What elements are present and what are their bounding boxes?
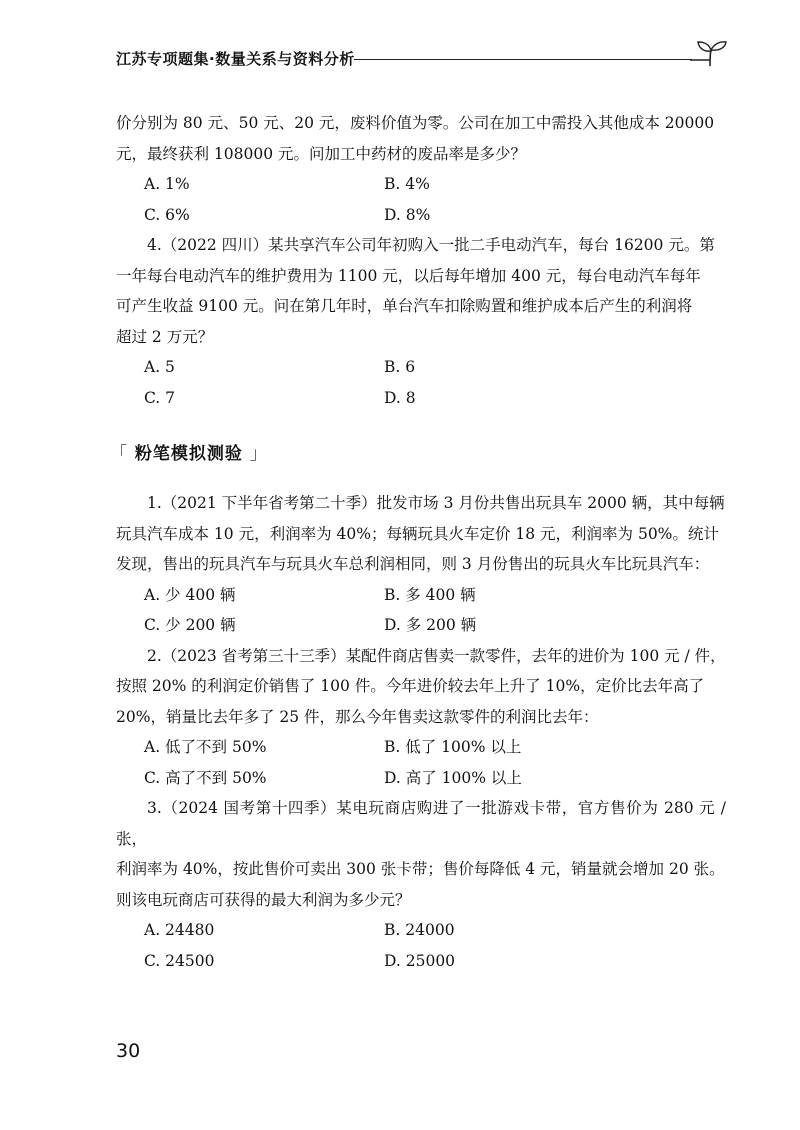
- option-c: C. 7: [144, 388, 176, 407]
- option-d: D. 8%: [384, 205, 431, 224]
- m3-options-row-2: [116, 946, 726, 977]
- m1-line-1: 1.（2021 下半年省考第二十季）批发市场 3 月份共售出玩具车 2000 辆，其中每辆: [147, 494, 725, 512]
- page-number: 30: [116, 1040, 141, 1062]
- q4-line-2: 一年每台电动汽车的维护费用为 1100 元，以后每年增加 400 元，每台电动汽车每年: [116, 266, 701, 285]
- m2-line-1: 2.（2023 省考第三十三季）某配件商店售卖一款零件，去年的进价为 100 元 / 件，: [147, 646, 726, 665]
- header-rule: [354, 59, 692, 60]
- m2-line-3: 20%，销量比去年多了 25 件，那么今年售卖这款零件的利润比去年：: [116, 707, 599, 726]
- option-a: A. 少 400 辆: [144, 585, 236, 604]
- m3-line-3: 则该电玩商店可获得的最大利润为多少元？: [116, 890, 411, 909]
- m1-options-row-1: [116, 580, 726, 611]
- q4-line-4: 超过 2 万元？: [116, 327, 214, 346]
- m1-line-3: 发现，售出的玩具汽车与玩具火车总利润相同，则 3 月份售出的玩具火车比玩具汽车：: [116, 555, 710, 573]
- m1-options-row-2: [116, 610, 726, 641]
- bracket-open: 「: [110, 444, 128, 464]
- intro-line-2: 元，最终获利 108000 元。问加工中药材的废品率是多少？: [116, 144, 527, 163]
- option-c: C. 24500: [144, 951, 215, 970]
- option-a: A. 1%: [144, 175, 190, 193]
- option-b: B. 4%: [384, 175, 430, 193]
- option-a: A. 24480: [144, 921, 215, 939]
- option-b: B. 低了 100% 以上: [384, 738, 522, 756]
- m3-options-row-1: [116, 915, 726, 946]
- intro-options-row-1: [116, 169, 726, 200]
- option-d: D. 多 200 辆: [384, 616, 477, 634]
- sprout-icon: [690, 38, 730, 68]
- option-b: B. 6: [384, 358, 416, 376]
- m2-line-2: 按照 20% 的利润定价销售了 100 件。今年进价较去年上升了 10%，定价比去年高了: [116, 677, 705, 695]
- section-heading: [110, 439, 726, 464]
- option-c: C. 6%: [144, 205, 190, 224]
- m3-line-1: 3.（2024 国考第十四季）某电玩商店购进了一批游戏卡带，官方售价为 280 元 / 张，: [116, 799, 726, 848]
- option-b: B. 多 400 辆: [384, 585, 476, 604]
- m2-options-row-1: [116, 732, 726, 763]
- intro-line-1: 价分别为 80 元、50 元、20 元，废料价值为零。公司在加工中需投入其他成本 20000: [116, 114, 715, 132]
- option-d: D. 25000: [384, 951, 456, 970]
- section-title-text: 粉笔模拟测验: [134, 444, 243, 464]
- option-d: D. 高了 100% 以上: [384, 768, 522, 787]
- option-b: B. 24000: [384, 921, 455, 939]
- m1-line-2: 玩具汽车成本 10 元，利润率为 40%；每辆玩具火车定价 18 元，利润率为 50%。统计: [116, 524, 719, 543]
- m2-options-row-2: [116, 763, 726, 794]
- intro-options-row-2: [116, 200, 726, 231]
- option-a: A. 5: [144, 358, 175, 376]
- q4-options-row-2: [116, 383, 726, 414]
- option-d: D. 8: [384, 388, 416, 407]
- option-c: C. 高了不到 50%: [144, 768, 267, 787]
- q4-line-3: 可产生收益 9100 元。问在第几年时，单台汽车扣除购置和维护成本后产生的利润将: [116, 297, 693, 315]
- bracket-close: 」: [249, 444, 268, 464]
- m3-line-2: 利润率为 40%，按此售价可卖出 300 张卡带；售价每降低 4 元，销量就会增加 20 张。: [116, 860, 725, 878]
- option-c: C. 少 200 辆: [144, 616, 236, 634]
- q4-line-1: 4.（2022 四川）某共享汽车公司年初购入一批二手电动汽车，每台 16200 元。第: [147, 236, 715, 254]
- header-title: 江苏专项题集·数量关系与资料分析: [116, 50, 355, 68]
- running-header: [116, 46, 726, 72]
- option-a: A. 低了不到 50%: [144, 738, 267, 756]
- page-content: [110, 108, 726, 976]
- q4-options-row-1: [116, 352, 726, 383]
